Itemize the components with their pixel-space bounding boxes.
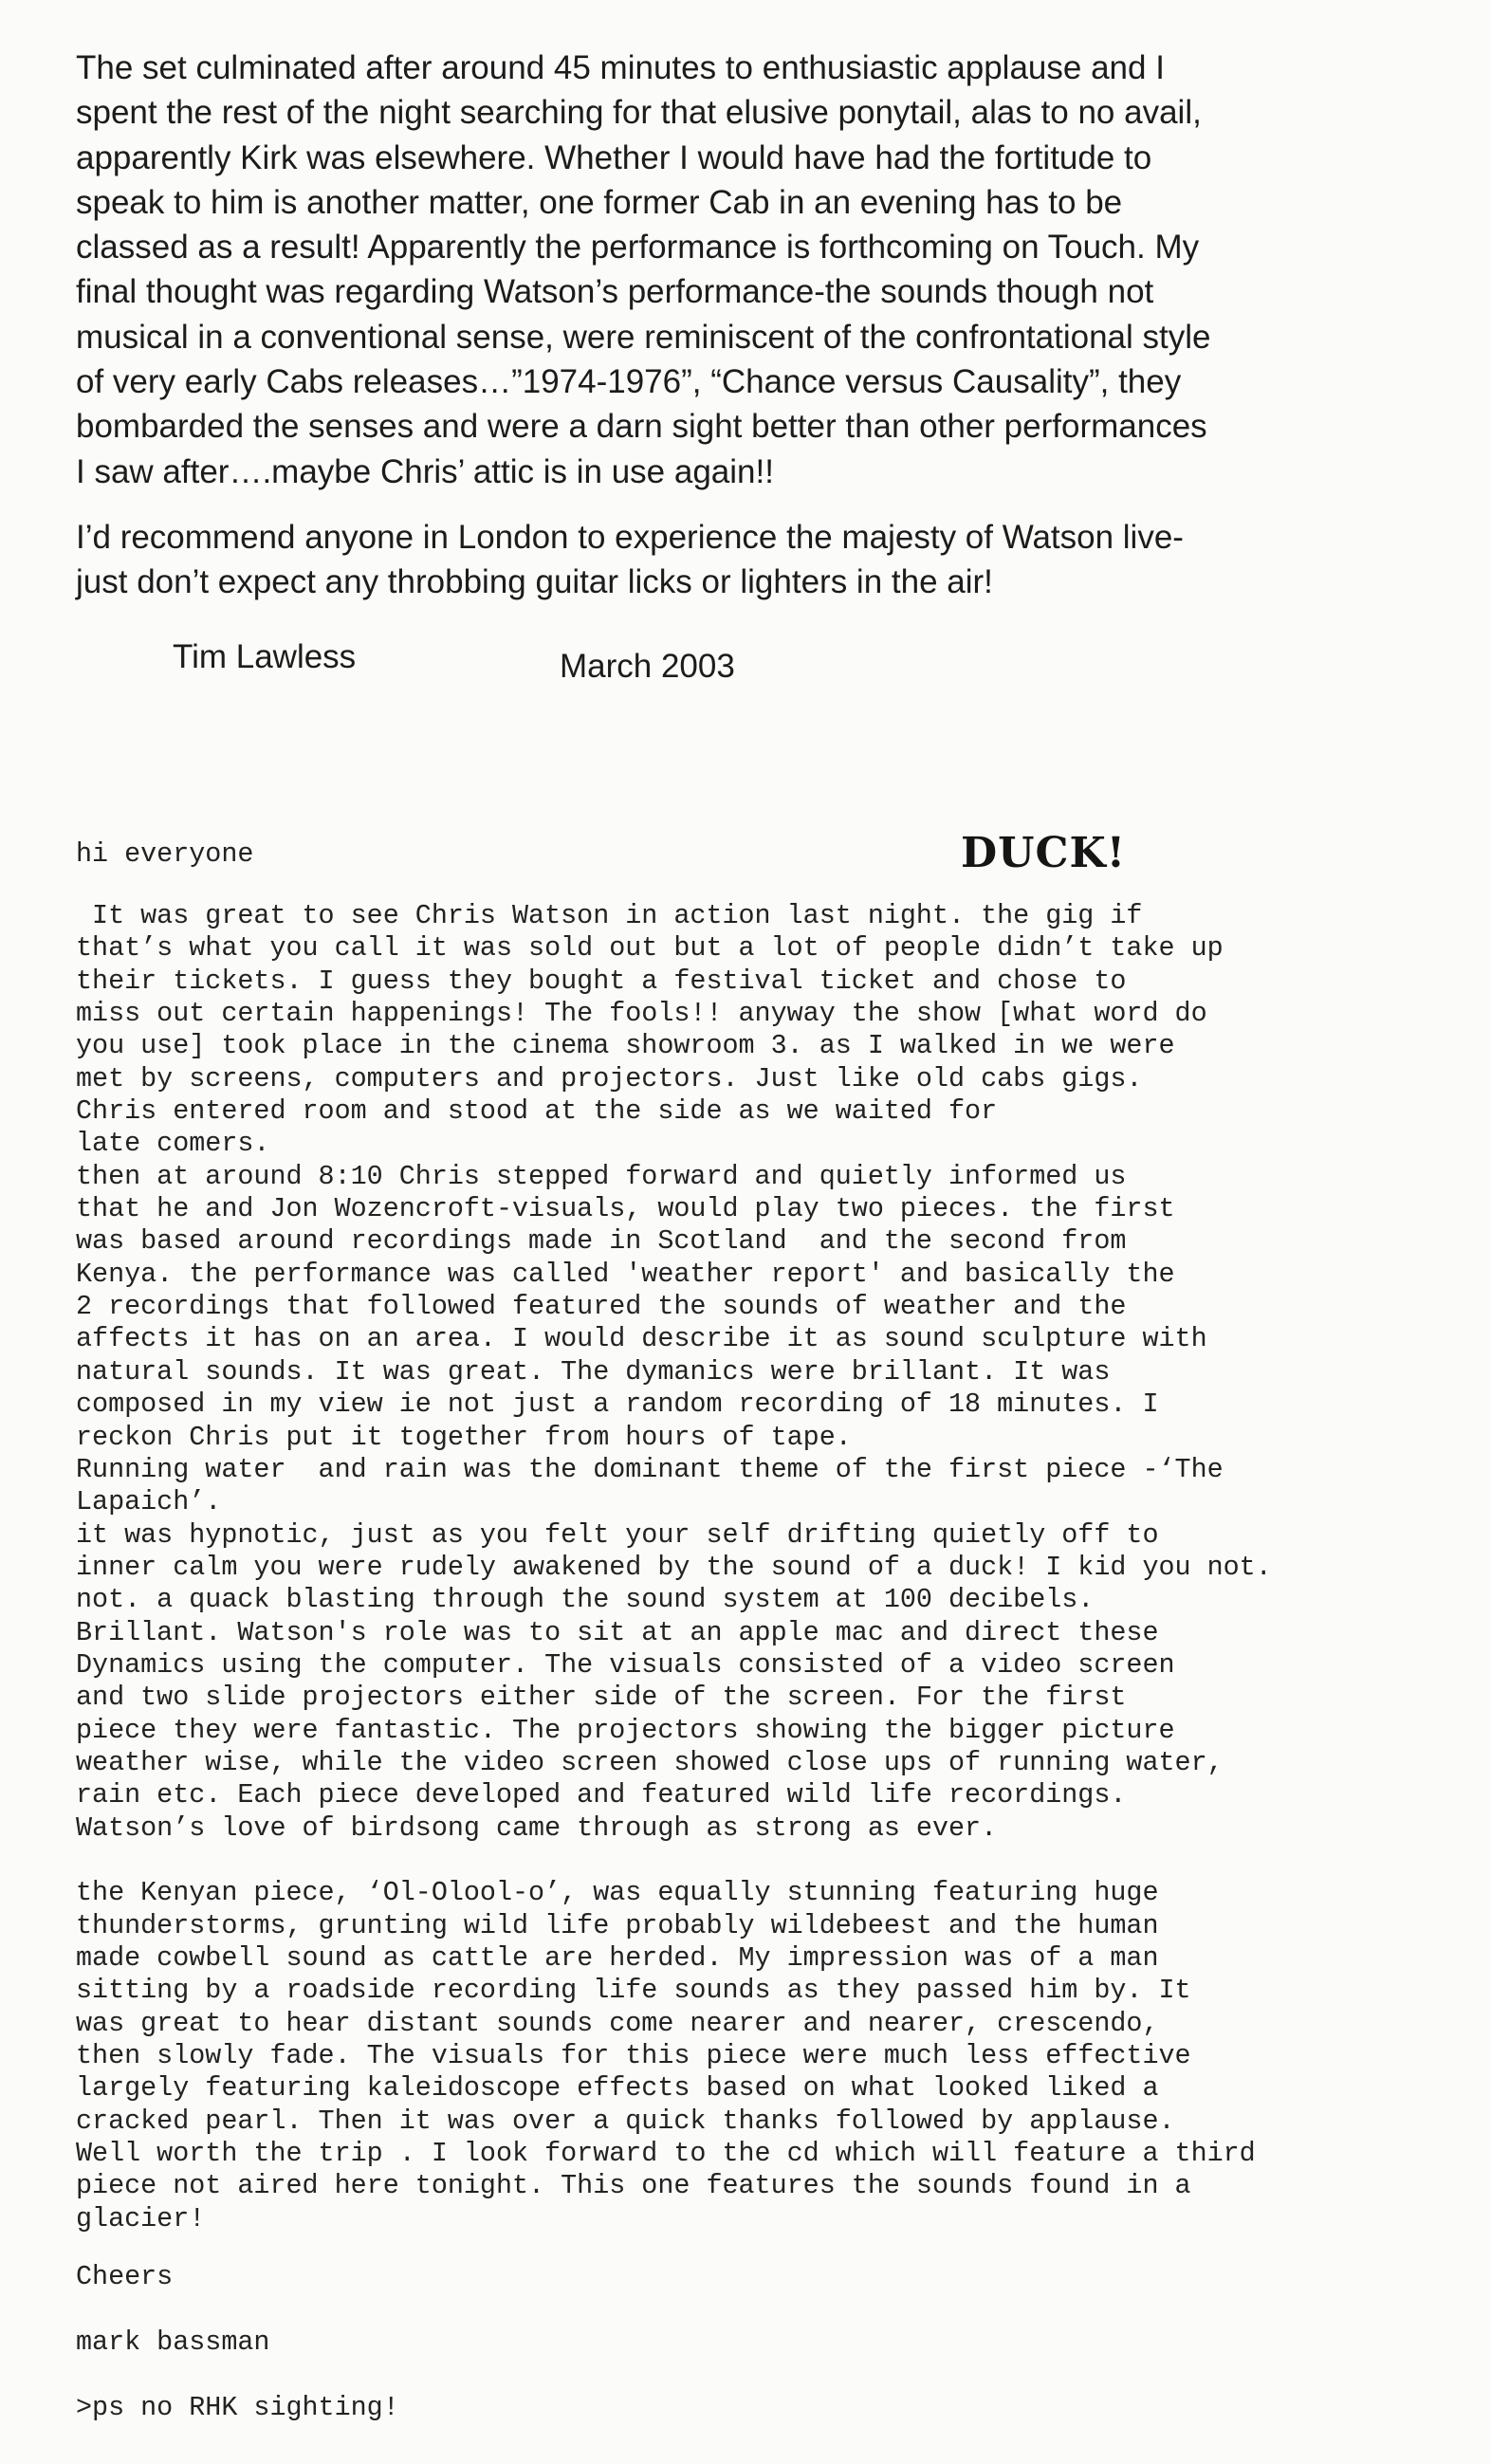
email-text-line: and two slide projectors either side of the screen. For the first xyxy=(76,1682,1127,1714)
email-text-line: composed in my view ie not just a random recording of 18 minutes. I xyxy=(76,1388,1159,1421)
review-text-line: final thought was regarding Watson’s performance-the sounds though not xyxy=(76,273,1154,311)
email-text-line: inner calm you were rudely awakened by the sound of a duck! I kid you not. xyxy=(76,1551,1272,1583)
review-text-line: spent the rest of the night searching for that elusive ponytail, alas to no avail, xyxy=(76,94,1202,132)
email-text-line: natural sounds. It was great. The dymanics were brillant. It was xyxy=(76,1355,1111,1388)
email-text-line: you use] took place in the cinema showroom 3. as I walked in we were xyxy=(76,1030,1175,1062)
email-greeting: hi everyone xyxy=(76,838,254,870)
email-text-line: Kenya. the performance was called 'weather report' and basically the xyxy=(76,1258,1175,1290)
email-text-line: 2 recordings that followed featured the sounds of weather and the xyxy=(76,1291,1127,1323)
email-text-line: Chris entered room and stood at the side as we waited for xyxy=(76,1095,998,1128)
email-author: mark bassman xyxy=(76,2326,270,2358)
email-text-line: that he and Jon Wozencroft-visuals, would play two pieces. the first xyxy=(76,1193,1175,1225)
review-text-line: I’d recommend anyone in London to experience the majesty of Watson live- xyxy=(76,518,1184,556)
review-text-line: musical in a conventional sense, were reminiscent of the confrontational style xyxy=(76,318,1211,356)
email-text-line: that’s what you call it was sold out but a lot of people didn’t take up xyxy=(76,932,1224,965)
email-postscript: >ps no RHK sighting! xyxy=(76,2392,399,2423)
email-text-line: then at around 8:10 Chris stepped forward and quietly informed us xyxy=(76,1160,1127,1192)
email-text-line: their tickets. I guess they bought a festival ticket and chose to xyxy=(76,965,1127,997)
concert-review-article xyxy=(76,46,1423,605)
email-text-line: Watson’s love of birdsong came through as strong as ever. xyxy=(76,1811,998,1844)
email-text-line: glacier! xyxy=(76,2202,206,2234)
email-text-line: made cowbell sound as cattle are herded. My impression was of a man xyxy=(76,1942,1159,1974)
email-text-line: thunderstorms, grunting wild life probably wildebeest and the human xyxy=(76,1909,1159,1941)
email-text-line: It was great to see Chris Watson in action last night. the gig if xyxy=(76,900,1143,931)
email-text-line: rain etc. Each piece developed and featured wild life recordings. xyxy=(76,1779,1127,1811)
review-text-line: The set culminated after around 45 minutes to enthusiastic applause and I xyxy=(76,49,1165,86)
email-text-line: Well worth the trip . I look forward to the cd which will feature a third xyxy=(76,2138,1256,2170)
email-closing: Cheers xyxy=(76,2261,174,2292)
email-text-line: late comers. xyxy=(76,1128,270,1160)
email-text-line: affects it has on an area. I would describe it as sound sculpture with xyxy=(76,1323,1207,1355)
email-text-line: Dynamics using the computer. The visuals consisted of a video screen xyxy=(76,1648,1175,1681)
email-text-line: largely featuring kaleidoscope effects based on what looked liked a xyxy=(76,2072,1159,2105)
email-text-line: was based around recordings made in Scotland and the second from xyxy=(76,1225,1127,1258)
email-text-line: sitting by a roadside recording life sounds as they passed him by. It xyxy=(76,1975,1191,2007)
review-text-line: classed as a result! Apparently the performance is forthcoming on Touch. My xyxy=(76,229,1200,267)
email-text-line: piece not aired here tonight. This one features the sounds found in a xyxy=(76,2170,1191,2202)
email-text-line: the Kenyan piece, ‘Ol-Olool-o’, was equally stunning featuring huge xyxy=(76,1877,1159,1909)
email-text-line xyxy=(76,1845,1272,1877)
email-text-line: Running water and rain was the dominant theme of the first piece -‘The xyxy=(76,1453,1224,1485)
review-text-line: just don’t expect any throbbing guitar licks or lighters in the air! xyxy=(76,563,993,601)
email-body xyxy=(76,900,1272,2235)
email-text-line: piece they were fantastic. The projectors showing the bigger picture xyxy=(76,1714,1175,1746)
review-paragraph-2 xyxy=(76,515,1423,605)
review-text-line: of very early Cabs releases…”1974-1976”, “Chance versus Causality”, they xyxy=(76,363,1182,401)
email-text-line: was great to hear distant sounds come nearer and nearer, crescendo, xyxy=(76,2007,1159,2039)
review-text-line: bombarded the senses and were a darn sight better than other performances xyxy=(76,408,1207,446)
email-text-line: Brillant. Watson's role was to sit at an apple mac and direct these xyxy=(76,1616,1159,1648)
email-text-line: weather wise, while the video screen showed close ups of running water, xyxy=(76,1746,1224,1778)
review-text-line: I saw after….maybe Chris’ attic is in use again!! xyxy=(76,452,774,490)
email-text-line: it was hypnotic, just as you felt your self drifting quietly off to xyxy=(76,1518,1159,1551)
email-text-line: not. a quack blasting through the sound system at 100 decibels. xyxy=(76,1584,1095,1616)
email-text-line: Lapaich’. xyxy=(76,1486,222,1518)
email-text-line: reckon Chris put it together from hours of tape. xyxy=(76,1421,852,1453)
email-text-line: met by screens, computers and projectors. Just like old cabs gigs. xyxy=(76,1062,1143,1094)
email-text-line: miss out certain happenings! The fools!! anyway the show [what word do xyxy=(76,998,1207,1030)
review-date: March 2003 xyxy=(560,648,735,685)
review-paragraph-1 xyxy=(76,46,1423,494)
email-text-line: then slowly fade. The visuals for this piece were much less effective xyxy=(76,2040,1191,2072)
review-text-line: apparently Kirk was elsewhere. Whether I would have had the fortitude to xyxy=(76,138,1152,176)
review-author-signature: Tim Lawless xyxy=(173,638,357,675)
email-heading: DUCK! xyxy=(961,829,1127,877)
email-text-line: cracked pearl. Then it was over a quick thanks followed by applause. xyxy=(76,2105,1175,2137)
review-text-line: speak to him is another matter, one former Cab in an evening has to be xyxy=(76,183,1123,221)
